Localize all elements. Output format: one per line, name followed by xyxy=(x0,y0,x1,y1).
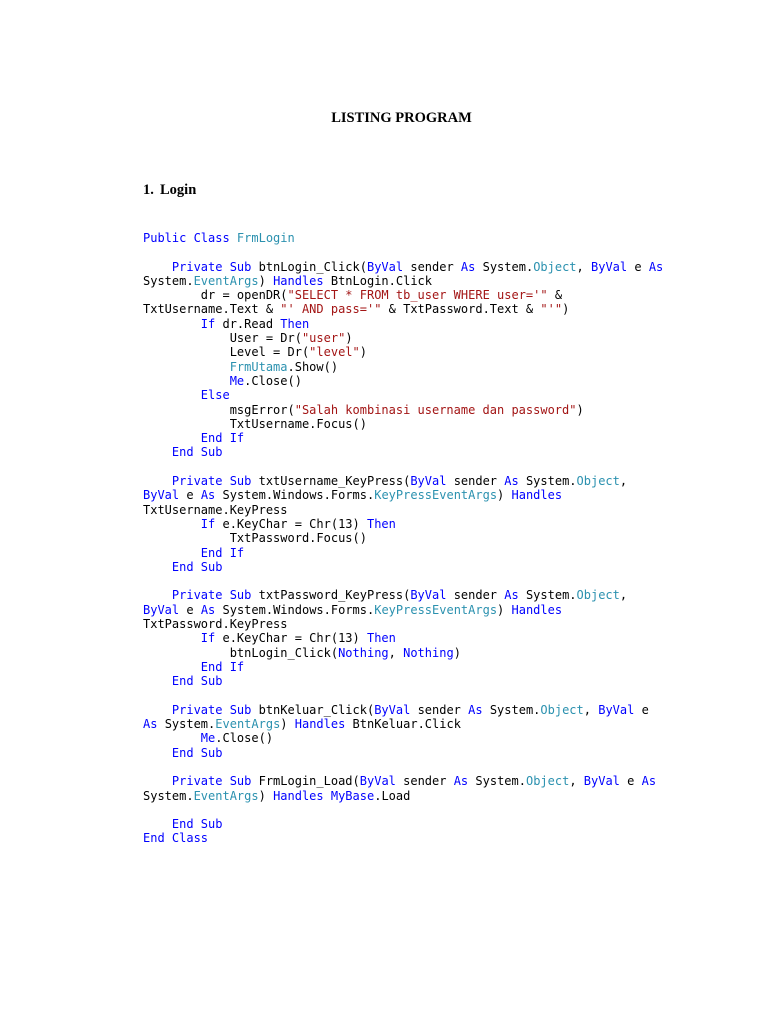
code-text: msgError( xyxy=(143,402,295,417)
code-keyword: If xyxy=(200,316,223,331)
code-text: , xyxy=(569,774,584,789)
code-line xyxy=(143,431,703,445)
code-keyword: ByVal xyxy=(591,259,635,274)
code-line xyxy=(143,388,703,402)
code-text: ) xyxy=(280,717,295,732)
code-keyword: Private Sub xyxy=(171,588,259,603)
code-text: , xyxy=(388,645,404,660)
code-text: System. xyxy=(525,588,577,603)
code-text: System. xyxy=(143,788,194,803)
code-text: & TxtPassword.Text & xyxy=(381,302,541,317)
code-keyword: As xyxy=(504,474,526,489)
code-text: BtnLogin.Click xyxy=(330,273,433,288)
code-keyword: End Sub xyxy=(171,674,223,689)
code-line xyxy=(143,674,703,688)
code-text: sender xyxy=(410,259,461,274)
code-keyword: Private Sub xyxy=(171,702,259,717)
code-text xyxy=(143,546,201,560)
code-keyword: Then xyxy=(366,516,396,531)
code-text: User = Dr( xyxy=(143,331,302,346)
code-line xyxy=(143,789,703,803)
code-keyword: As xyxy=(504,588,526,603)
code-text: , xyxy=(619,474,628,489)
code-text: btnLogin_Click( xyxy=(258,259,367,274)
code-keyword: End Sub xyxy=(171,445,223,460)
code-text xyxy=(143,774,172,788)
code-keyword: End Sub xyxy=(171,745,223,760)
code-line xyxy=(143,231,703,245)
code-keyword: End Class xyxy=(143,831,209,846)
code-text: e.KeyChar = Chr(13) xyxy=(222,516,367,531)
code-text: System.Windows.Forms. xyxy=(222,602,375,617)
code-line xyxy=(143,617,703,631)
section-heading xyxy=(143,182,196,199)
code-text: dr.Read xyxy=(222,316,281,331)
code-line xyxy=(143,474,703,488)
code-keyword: Me xyxy=(229,373,245,388)
code-blank-line xyxy=(143,574,703,588)
code-line xyxy=(143,731,703,745)
code-type-name: Object xyxy=(533,259,577,274)
code-keyword: Then xyxy=(280,316,310,331)
code-keyword: End Sub xyxy=(171,817,223,832)
code-line xyxy=(143,517,703,531)
code-text: System. xyxy=(475,774,526,789)
code-string: "' AND pass='" xyxy=(280,302,382,317)
code-keyword: As xyxy=(648,259,664,274)
code-keyword: Handles xyxy=(511,488,563,503)
code-keyword: End If xyxy=(200,659,245,674)
code-keyword: Else xyxy=(200,388,230,403)
code-text: .Show() xyxy=(287,359,339,374)
code-keyword: Me xyxy=(200,731,216,746)
code-text xyxy=(143,517,201,531)
code-line xyxy=(143,646,703,660)
code-text: e xyxy=(627,774,642,789)
code-keyword: Then xyxy=(366,631,396,646)
code-text: .Close() xyxy=(244,373,302,388)
code-text: ) xyxy=(497,488,512,503)
code-text: TxtUsername.KeyPress xyxy=(143,502,288,517)
code-text: System. xyxy=(489,702,541,717)
code-keyword: End Sub xyxy=(171,559,223,574)
code-text: TxtPassword.Focus() xyxy=(143,531,367,546)
code-keyword: Nothing xyxy=(338,645,389,660)
code-line xyxy=(143,546,703,560)
code-text: .Load xyxy=(374,788,411,803)
code-text xyxy=(143,388,201,402)
code-type-name: KeyPressEventArgs xyxy=(374,602,498,617)
code-line xyxy=(143,445,703,459)
code-text xyxy=(143,588,172,602)
code-keyword: Public Class xyxy=(143,231,237,245)
code-line xyxy=(143,603,703,617)
code-text xyxy=(143,817,172,831)
code-line xyxy=(143,331,703,345)
code-line xyxy=(143,746,703,760)
code-type-name: EventArgs xyxy=(193,788,259,803)
code-text: .Close() xyxy=(215,731,274,746)
code-type-name: EventArgs xyxy=(193,273,259,288)
code-text: TxtUsername.Focus() xyxy=(143,416,367,431)
code-text xyxy=(143,374,230,388)
code-blank-line xyxy=(143,689,703,703)
code-type-name: FrmUtama xyxy=(229,359,288,374)
code-line xyxy=(143,503,703,517)
page-title: LISTING PROGRAM xyxy=(331,110,472,126)
code-line xyxy=(143,531,703,545)
code-string: "user" xyxy=(301,331,346,346)
code-blank-line xyxy=(143,803,703,817)
code-text: System. xyxy=(143,273,194,288)
code-text: ) xyxy=(345,331,353,346)
code-text xyxy=(143,674,172,688)
code-type-name: KeyPressEventArgs xyxy=(374,488,498,503)
section-number: 1. xyxy=(143,182,154,198)
code-line xyxy=(143,831,703,845)
code-text xyxy=(143,317,201,331)
code-text: System. xyxy=(525,474,577,489)
code-keyword: End If xyxy=(200,431,245,446)
code-keyword: If xyxy=(200,631,223,646)
code-text xyxy=(143,631,201,645)
code-line xyxy=(143,703,703,717)
section-label: Login xyxy=(160,182,197,198)
code-text: TxtPassword.KeyPress xyxy=(143,617,288,632)
code-text xyxy=(143,360,230,374)
code-line xyxy=(143,588,703,602)
code-line xyxy=(143,488,703,502)
code-text: ) xyxy=(258,273,274,288)
code-keyword: ByVal xyxy=(598,702,642,717)
code-blank-line xyxy=(143,245,703,259)
code-string: "Salah kombinasi username dan password" xyxy=(294,402,577,417)
code-text: e xyxy=(186,488,201,503)
code-text: BtnKeluar.Click xyxy=(352,717,461,732)
code-text: sender xyxy=(403,774,454,789)
code-keyword: ByVal xyxy=(583,774,628,789)
code-keyword: As xyxy=(468,702,490,717)
code-blank-line xyxy=(143,760,703,774)
code-keyword: ByVal xyxy=(410,474,454,489)
code-text: btnLogin_Click( xyxy=(143,645,339,660)
code-text xyxy=(143,703,172,717)
code-keyword: Handles xyxy=(273,788,331,803)
code-text: , xyxy=(619,588,628,603)
code-keyword: Handles xyxy=(294,717,353,732)
code-keyword: As xyxy=(143,717,165,732)
code-type-name: Object xyxy=(525,774,570,789)
code-text: ) xyxy=(453,645,461,660)
code-keyword: As xyxy=(200,602,223,617)
code-text: System. xyxy=(482,259,534,274)
code-keyword: As xyxy=(200,488,223,503)
code-type-name: Object xyxy=(540,702,584,717)
code-listing xyxy=(143,231,703,846)
code-keyword: ByVal xyxy=(410,588,454,603)
code-keyword: Private Sub xyxy=(171,774,259,789)
code-keyword: ByVal xyxy=(143,488,187,503)
code-keyword: ByVal xyxy=(143,602,187,617)
code-text: dr = openDR( xyxy=(143,288,288,303)
code-text: txtUsername_KeyPress( xyxy=(258,474,411,489)
code-text: & xyxy=(547,288,563,303)
code-line xyxy=(143,302,703,316)
code-text: ) xyxy=(576,402,584,417)
code-line xyxy=(143,274,703,288)
code-keyword: As xyxy=(453,774,476,789)
code-line xyxy=(143,288,703,302)
code-text: e xyxy=(641,702,649,717)
code-keyword: MyBase xyxy=(330,788,375,803)
code-string: "level" xyxy=(309,345,360,360)
code-keyword: Private Sub xyxy=(171,474,259,489)
code-text: , xyxy=(583,702,599,717)
code-line xyxy=(143,660,703,674)
code-line xyxy=(143,317,703,331)
code-text xyxy=(143,445,172,459)
code-keyword: As xyxy=(460,259,483,274)
code-line xyxy=(143,260,703,274)
code-text: sender xyxy=(453,588,505,603)
code-keyword: ByVal xyxy=(359,774,404,789)
code-type-name: Object xyxy=(576,474,620,489)
code-keyword: Handles xyxy=(273,273,331,288)
code-line xyxy=(143,717,703,731)
code-blank-line xyxy=(143,460,703,474)
code-text: Level = Dr( xyxy=(143,345,310,360)
code-text: , xyxy=(576,259,591,274)
code-text: sender xyxy=(453,474,505,489)
code-keyword: Handles xyxy=(511,602,563,617)
code-keyword: Nothing xyxy=(403,645,454,660)
code-text: TxtUsername.Text & xyxy=(143,302,281,317)
code-text: ) xyxy=(562,302,570,317)
code-text: e.KeyChar = Chr(13) xyxy=(222,631,367,646)
code-line xyxy=(143,774,703,788)
code-text: sender xyxy=(417,702,469,717)
code-text: ) xyxy=(258,788,274,803)
code-text: System.Windows.Forms. xyxy=(222,488,375,503)
code-keyword: If xyxy=(200,516,223,531)
code-line xyxy=(143,360,703,374)
code-text: e xyxy=(186,602,201,617)
code-text: btnKeluar_Click( xyxy=(258,702,375,717)
code-type-name: Object xyxy=(576,588,620,603)
code-text xyxy=(143,431,201,445)
code-text: System. xyxy=(164,717,216,732)
code-text xyxy=(143,260,172,274)
code-text xyxy=(143,560,172,574)
code-keyword: ByVal xyxy=(374,702,418,717)
code-line xyxy=(143,631,703,645)
code-text xyxy=(143,474,172,488)
code-type-name: EventArgs xyxy=(215,717,281,732)
code-line xyxy=(143,345,703,359)
code-keyword: ByVal xyxy=(366,259,411,274)
code-text xyxy=(143,731,201,745)
code-keyword: As xyxy=(641,774,657,789)
code-text: FrmLogin_Load( xyxy=(258,774,360,789)
code-line xyxy=(143,403,703,417)
code-string: "SELECT * FROM tb_user WHERE user='" xyxy=(287,288,548,303)
code-line xyxy=(143,417,703,431)
code-keyword: End If xyxy=(200,545,245,560)
code-text xyxy=(143,746,172,760)
code-keyword: Private Sub xyxy=(171,259,259,274)
code-type-name: FrmLogin xyxy=(236,231,295,245)
code-line xyxy=(143,560,703,574)
code-text: e xyxy=(634,259,649,274)
code-text xyxy=(143,660,201,674)
code-text: ) xyxy=(497,602,512,617)
code-line xyxy=(143,374,703,388)
code-line xyxy=(143,817,703,831)
code-text: ) xyxy=(359,345,367,360)
code-string: "'" xyxy=(540,302,563,317)
code-text: txtPassword_KeyPress( xyxy=(258,588,411,603)
